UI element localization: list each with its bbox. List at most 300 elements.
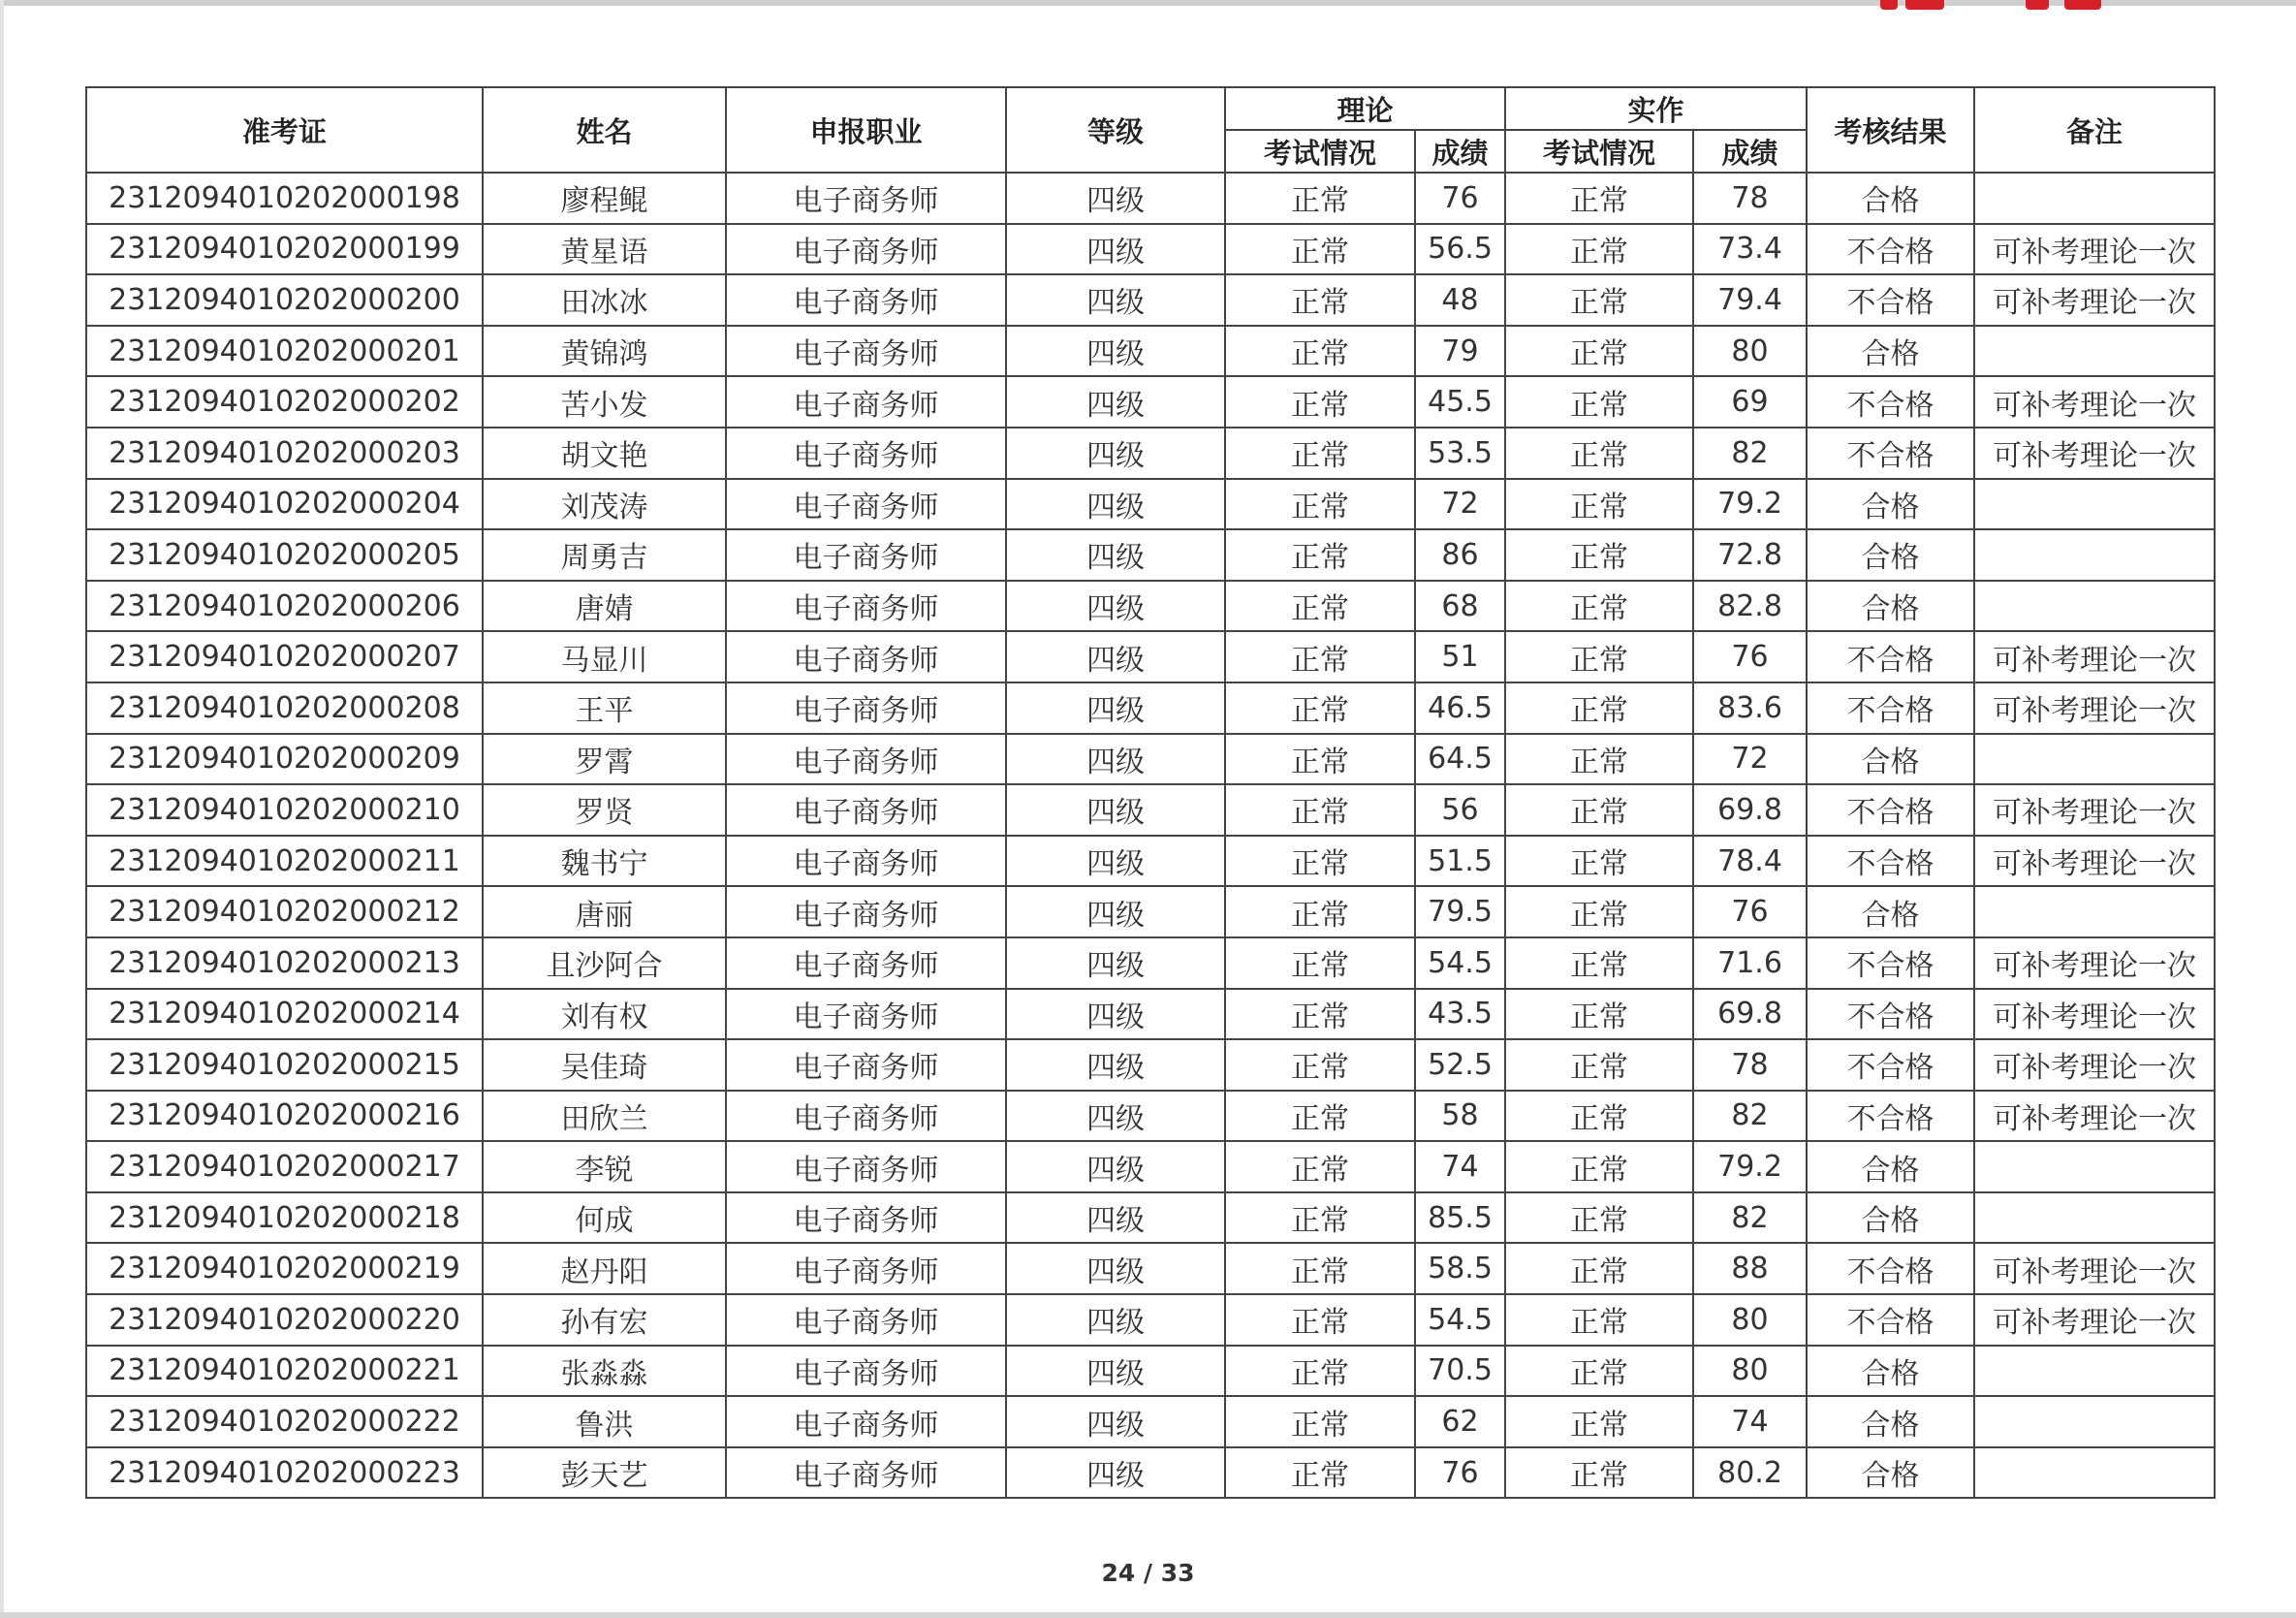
cell-occupation: 电子商务师	[726, 937, 1006, 989]
cell-practical-status: 正常	[1505, 1243, 1693, 1294]
header-exam-id: 准考证	[86, 87, 483, 173]
cell-theory-score: 52.5	[1415, 1039, 1505, 1091]
cell-exam-id: 2312094010202000203	[86, 428, 483, 479]
cell-practical-status: 正常	[1505, 1396, 1693, 1447]
cell-remark: 可补考理论一次	[1974, 274, 2215, 326]
cell-practical-score: 79.2	[1693, 479, 1807, 530]
cell-remark: 可补考理论一次	[1974, 428, 2215, 479]
cell-practical-score: 76	[1693, 886, 1807, 937]
table-row	[86, 886, 2215, 937]
cell-occupation: 电子商务师	[726, 428, 1006, 479]
cell-result: 不合格	[1807, 428, 1974, 479]
cell-occupation: 电子商务师	[726, 886, 1006, 937]
cell-theory-status: 正常	[1225, 1346, 1415, 1397]
cell-occupation: 电子商务师	[726, 631, 1006, 682]
cell-practical-status: 正常	[1505, 1091, 1693, 1142]
cell-exam-id: 2312094010202000201	[86, 326, 483, 377]
cell-result: 合格	[1807, 1346, 1974, 1397]
cell-result: 合格	[1807, 1192, 1974, 1244]
cell-theory-status: 正常	[1225, 682, 1415, 734]
cell-theory-score: 51	[1415, 631, 1505, 682]
cell-practical-score: 83.6	[1693, 682, 1807, 734]
cell-practical-score: 88	[1693, 1243, 1807, 1294]
cell-remark	[1974, 1192, 2215, 1244]
cell-practical-score: 73.4	[1693, 224, 1807, 275]
cell-practical-score: 82	[1693, 1192, 1807, 1244]
cell-level: 四级	[1006, 479, 1225, 530]
cell-remark: 可补考理论一次	[1974, 989, 2215, 1040]
header-practical-score: 成绩	[1693, 130, 1807, 173]
cell-theory-score: 76	[1415, 1447, 1505, 1499]
cell-practical-score: 72	[1693, 734, 1807, 785]
cell-exam-id: 2312094010202000220	[86, 1294, 483, 1346]
cell-theory-score: 76	[1415, 173, 1505, 224]
cell-occupation: 电子商务师	[726, 1091, 1006, 1142]
cell-practical-status: 正常	[1505, 529, 1693, 581]
cell-theory-score: 72	[1415, 479, 1505, 530]
table-row	[86, 173, 2215, 224]
cell-result: 合格	[1807, 1141, 1974, 1192]
cell-name: 周勇吉	[483, 529, 726, 581]
cell-remark: 可补考理论一次	[1974, 937, 2215, 989]
cell-practical-score: 78	[1693, 1039, 1807, 1091]
cell-name: 苦小发	[483, 376, 726, 428]
cell-exam-id: 2312094010202000215	[86, 1039, 483, 1091]
table-row	[86, 989, 2215, 1040]
cell-practical-status: 正常	[1505, 937, 1693, 989]
cell-name: 张淼淼	[483, 1346, 726, 1397]
cell-practical-status: 正常	[1505, 1346, 1693, 1397]
cell-practical-status: 正常	[1505, 682, 1693, 734]
cell-occupation: 电子商务师	[726, 734, 1006, 785]
cell-remark	[1974, 1447, 2215, 1499]
cell-remark: 可补考理论一次	[1974, 1294, 2215, 1346]
table-row	[86, 479, 2215, 530]
cell-practical-status: 正常	[1505, 1192, 1693, 1244]
table-row	[86, 581, 2215, 632]
cell-theory-status: 正常	[1225, 326, 1415, 377]
cell-practical-status: 正常	[1505, 836, 1693, 887]
table-row	[86, 274, 2215, 326]
cell-result: 不合格	[1807, 1243, 1974, 1294]
cell-exam-id: 2312094010202000198	[86, 173, 483, 224]
cell-theory-status: 正常	[1225, 274, 1415, 326]
cell-theory-status: 正常	[1225, 989, 1415, 1040]
cell-theory-score: 70.5	[1415, 1346, 1505, 1397]
cell-remark	[1974, 479, 2215, 530]
table-row	[86, 1039, 2215, 1091]
table-row	[86, 1294, 2215, 1346]
cell-theory-score: 46.5	[1415, 682, 1505, 734]
cell-occupation: 电子商务师	[726, 989, 1006, 1040]
cell-name: 刘有权	[483, 989, 726, 1040]
cell-practical-status: 正常	[1505, 224, 1693, 275]
cell-result: 合格	[1807, 173, 1974, 224]
cell-practical-status: 正常	[1505, 989, 1693, 1040]
cell-name: 黄锦鸿	[483, 326, 726, 377]
cell-theory-score: 64.5	[1415, 734, 1505, 785]
cell-practical-score: 69.8	[1693, 989, 1807, 1040]
cell-theory-score: 62	[1415, 1396, 1505, 1447]
cell-occupation: 电子商务师	[726, 326, 1006, 377]
cell-remark	[1974, 1396, 2215, 1447]
cell-occupation: 电子商务师	[726, 784, 1006, 836]
cell-occupation: 电子商务师	[726, 529, 1006, 581]
cell-theory-score: 48	[1415, 274, 1505, 326]
cell-result: 合格	[1807, 1447, 1974, 1499]
cell-theory-status: 正常	[1225, 886, 1415, 937]
cell-level: 四级	[1006, 989, 1225, 1040]
cell-theory-status: 正常	[1225, 479, 1415, 530]
cell-practical-score: 82	[1693, 1091, 1807, 1142]
cell-level: 四级	[1006, 529, 1225, 581]
exam-results-table	[85, 86, 2216, 1499]
cell-exam-id: 2312094010202000218	[86, 1192, 483, 1244]
cell-theory-score: 68	[1415, 581, 1505, 632]
cell-name: 田冰冰	[483, 274, 726, 326]
cell-level: 四级	[1006, 1243, 1225, 1294]
cell-occupation: 电子商务师	[726, 836, 1006, 887]
cell-practical-score: 71.6	[1693, 937, 1807, 989]
cell-result: 合格	[1807, 1396, 1974, 1447]
header-remark: 备注	[1974, 87, 2215, 173]
table-row	[86, 784, 2215, 836]
cell-practical-score: 79.4	[1693, 274, 1807, 326]
page-number: 24 / 33	[1101, 1559, 1195, 1587]
table-row	[86, 1346, 2215, 1397]
cell-result: 不合格	[1807, 836, 1974, 887]
cell-theory-status: 正常	[1225, 173, 1415, 224]
cell-result: 不合格	[1807, 784, 1974, 836]
cell-theory-status: 正常	[1225, 376, 1415, 428]
cell-theory-score: 51.5	[1415, 836, 1505, 887]
cell-occupation: 电子商务师	[726, 1447, 1006, 1499]
cell-level: 四级	[1006, 1091, 1225, 1142]
table-row	[86, 631, 2215, 682]
cell-practical-status: 正常	[1505, 326, 1693, 377]
cell-occupation: 电子商务师	[726, 682, 1006, 734]
cell-occupation: 电子商务师	[726, 1294, 1006, 1346]
cell-exam-id: 2312094010202000216	[86, 1091, 483, 1142]
cell-theory-status: 正常	[1225, 1141, 1415, 1192]
cell-exam-id: 2312094010202000219	[86, 1243, 483, 1294]
table-row	[86, 326, 2215, 377]
table-body	[86, 173, 2215, 1498]
table-row	[86, 836, 2215, 887]
cell-remark	[1974, 326, 2215, 377]
cell-practical-status: 正常	[1505, 1294, 1693, 1346]
cell-remark	[1974, 1346, 2215, 1397]
table-row	[86, 529, 2215, 581]
cell-theory-score: 85.5	[1415, 1192, 1505, 1244]
cell-practical-score: 80	[1693, 1294, 1807, 1346]
cell-name: 马显川	[483, 631, 726, 682]
cell-result: 不合格	[1807, 224, 1974, 275]
cell-exam-id: 2312094010202000206	[86, 581, 483, 632]
cell-result: 不合格	[1807, 937, 1974, 989]
cell-exam-id: 2312094010202000221	[86, 1346, 483, 1397]
cell-theory-score: 54.5	[1415, 1294, 1505, 1346]
cell-result: 不合格	[1807, 682, 1974, 734]
cell-level: 四级	[1006, 274, 1225, 326]
cell-practical-status: 正常	[1505, 784, 1693, 836]
header-theory: 理论	[1225, 87, 1505, 130]
cell-name: 魏书宁	[483, 836, 726, 887]
cell-remark: 可补考理论一次	[1974, 1091, 2215, 1142]
cell-practical-status: 正常	[1505, 376, 1693, 428]
cell-remark: 可补考理论一次	[1974, 836, 2215, 887]
cell-theory-score: 56	[1415, 784, 1505, 836]
cell-practical-status: 正常	[1505, 631, 1693, 682]
cell-practical-status: 正常	[1505, 173, 1693, 224]
cell-occupation: 电子商务师	[726, 1141, 1006, 1192]
cell-result: 不合格	[1807, 631, 1974, 682]
cell-occupation: 电子商务师	[726, 224, 1006, 275]
cell-exam-id: 2312094010202000204	[86, 479, 483, 530]
cell-name: 胡文艳	[483, 428, 726, 479]
cell-practical-status: 正常	[1505, 581, 1693, 632]
cell-occupation: 电子商务师	[726, 1243, 1006, 1294]
cell-practical-status: 正常	[1505, 734, 1693, 785]
cell-name: 且沙阿合	[483, 937, 726, 989]
cell-remark: 可补考理论一次	[1974, 376, 2215, 428]
cell-practical-score: 69	[1693, 376, 1807, 428]
cell-exam-id: 2312094010202000210	[86, 784, 483, 836]
cell-theory-score: 54.5	[1415, 937, 1505, 989]
cell-exam-id: 2312094010202000222	[86, 1396, 483, 1447]
cell-level: 四级	[1006, 937, 1225, 989]
cell-exam-id: 2312094010202000205	[86, 529, 483, 581]
cell-practical-score: 69.8	[1693, 784, 1807, 836]
cell-practical-score: 72.8	[1693, 529, 1807, 581]
header-result: 考核结果	[1807, 87, 1974, 173]
cell-result: 合格	[1807, 734, 1974, 785]
cell-name: 罗霄	[483, 734, 726, 785]
cell-result: 合格	[1807, 326, 1974, 377]
cell-practical-status: 正常	[1505, 1141, 1693, 1192]
cell-result: 不合格	[1807, 1039, 1974, 1091]
cell-practical-score: 80	[1693, 326, 1807, 377]
cell-name: 鲁洪	[483, 1396, 726, 1447]
header-row-1	[86, 87, 2215, 130]
table-row	[86, 682, 2215, 734]
cell-level: 四级	[1006, 1294, 1225, 1346]
cell-result: 不合格	[1807, 989, 1974, 1040]
cell-theory-score: 56.5	[1415, 224, 1505, 275]
cell-remark	[1974, 886, 2215, 937]
cell-exam-id: 2312094010202000217	[86, 1141, 483, 1192]
cell-name: 彭天艺	[483, 1447, 726, 1499]
cell-result: 不合格	[1807, 1091, 1974, 1142]
cell-theory-status: 正常	[1225, 224, 1415, 275]
cell-theory-score: 79	[1415, 326, 1505, 377]
cell-level: 四级	[1006, 224, 1225, 275]
cell-name: 罗贤	[483, 784, 726, 836]
cell-name: 王平	[483, 682, 726, 734]
cell-name: 刘茂涛	[483, 479, 726, 530]
cell-exam-id: 2312094010202000207	[86, 631, 483, 682]
cell-remark: 可补考理论一次	[1974, 631, 2215, 682]
header-theory-score: 成绩	[1415, 130, 1505, 173]
cell-level: 四级	[1006, 734, 1225, 785]
cell-practical-score: 80	[1693, 1346, 1807, 1397]
header-level: 等级	[1006, 87, 1225, 173]
cell-level: 四级	[1006, 581, 1225, 632]
cell-name: 李锐	[483, 1141, 726, 1192]
cell-practical-score: 78	[1693, 173, 1807, 224]
cell-practical-score: 74	[1693, 1396, 1807, 1447]
cell-name: 吴佳琦	[483, 1039, 726, 1091]
cell-theory-score: 53.5	[1415, 428, 1505, 479]
cell-name: 何成	[483, 1192, 726, 1244]
cell-level: 四级	[1006, 682, 1225, 734]
cell-result: 合格	[1807, 479, 1974, 530]
cell-level: 四级	[1006, 886, 1225, 937]
cell-theory-status: 正常	[1225, 734, 1415, 785]
cell-exam-id: 2312094010202000199	[86, 224, 483, 275]
cell-occupation: 电子商务师	[726, 1396, 1006, 1447]
table-row	[86, 734, 2215, 785]
cell-theory-status: 正常	[1225, 631, 1415, 682]
cell-theory-status: 正常	[1225, 1039, 1415, 1091]
cell-practical-score: 79.2	[1693, 1141, 1807, 1192]
cell-result: 不合格	[1807, 274, 1974, 326]
table-row	[86, 1192, 2215, 1244]
table-row	[86, 1141, 2215, 1192]
cell-practical-status: 正常	[1505, 479, 1693, 530]
cell-result: 合格	[1807, 886, 1974, 937]
cell-remark: 可补考理论一次	[1974, 1039, 2215, 1091]
cell-name: 廖程鲲	[483, 173, 726, 224]
table-row	[86, 376, 2215, 428]
cell-theory-status: 正常	[1225, 428, 1415, 479]
cell-remark	[1974, 734, 2215, 785]
cell-remark	[1974, 581, 2215, 632]
cell-level: 四级	[1006, 1396, 1225, 1447]
cell-exam-id: 2312094010202000200	[86, 274, 483, 326]
cell-practical-score: 76	[1693, 631, 1807, 682]
cell-practical-score: 82.8	[1693, 581, 1807, 632]
cell-theory-score: 86	[1415, 529, 1505, 581]
cell-exam-id: 2312094010202000209	[86, 734, 483, 785]
cell-theory-status: 正常	[1225, 581, 1415, 632]
cell-name: 孙有宏	[483, 1294, 726, 1346]
cell-theory-score: 58.5	[1415, 1243, 1505, 1294]
cell-result: 合格	[1807, 581, 1974, 632]
cell-exam-id: 2312094010202000202	[86, 376, 483, 428]
cell-theory-status: 正常	[1225, 1396, 1415, 1447]
cell-exam-id: 2312094010202000213	[86, 937, 483, 989]
cell-level: 四级	[1006, 1039, 1225, 1091]
cell-theory-status: 正常	[1225, 1192, 1415, 1244]
cell-level: 四级	[1006, 376, 1225, 428]
header-practical: 实作	[1505, 87, 1807, 130]
table-row	[86, 1396, 2215, 1447]
cell-theory-score: 74	[1415, 1141, 1505, 1192]
cell-name: 赵丹阳	[483, 1243, 726, 1294]
cell-result: 不合格	[1807, 1294, 1974, 1346]
cell-practical-status: 正常	[1505, 1447, 1693, 1499]
cell-remark	[1974, 529, 2215, 581]
cell-theory-score: 45.5	[1415, 376, 1505, 428]
cell-practical-status: 正常	[1505, 274, 1693, 326]
cell-level: 四级	[1006, 1192, 1225, 1244]
cell-level: 四级	[1006, 428, 1225, 479]
cell-theory-status: 正常	[1225, 836, 1415, 887]
cell-occupation: 电子商务师	[726, 479, 1006, 530]
cell-level: 四级	[1006, 631, 1225, 682]
cell-name: 黄星语	[483, 224, 726, 275]
cell-name: 唐婧	[483, 581, 726, 632]
cell-practical-score: 82	[1693, 428, 1807, 479]
cell-name: 唐丽	[483, 886, 726, 937]
cell-theory-score: 79.5	[1415, 886, 1505, 937]
cell-practical-score: 80.2	[1693, 1447, 1807, 1499]
cell-occupation: 电子商务师	[726, 581, 1006, 632]
cell-level: 四级	[1006, 173, 1225, 224]
cell-practical-score: 78.4	[1693, 836, 1807, 887]
cell-exam-id: 2312094010202000208	[86, 682, 483, 734]
cell-level: 四级	[1006, 784, 1225, 836]
cell-practical-status: 正常	[1505, 428, 1693, 479]
cell-theory-status: 正常	[1225, 1091, 1415, 1142]
scan-bottom-edge	[0, 1612, 2296, 1618]
cell-remark	[1974, 173, 2215, 224]
table-row	[86, 1091, 2215, 1142]
cell-theory-status: 正常	[1225, 1294, 1415, 1346]
cell-theory-status: 正常	[1225, 529, 1415, 581]
cell-exam-id: 2312094010202000211	[86, 836, 483, 887]
cell-exam-id: 2312094010202000212	[86, 886, 483, 937]
header-occupation: 申报职业	[726, 87, 1006, 173]
table-row	[86, 224, 2215, 275]
cell-theory-score: 43.5	[1415, 989, 1505, 1040]
cell-level: 四级	[1006, 836, 1225, 887]
scan-left-edge	[0, 0, 4, 1618]
cell-remark: 可补考理论一次	[1974, 784, 2215, 836]
cell-remark: 可补考理论一次	[1974, 682, 2215, 734]
cell-theory-status: 正常	[1225, 1447, 1415, 1499]
cell-level: 四级	[1006, 1346, 1225, 1397]
cell-result: 不合格	[1807, 376, 1974, 428]
cell-occupation: 电子商务师	[726, 376, 1006, 428]
cell-theory-status: 正常	[1225, 784, 1415, 836]
cell-occupation: 电子商务师	[726, 173, 1006, 224]
cell-name: 田欣兰	[483, 1091, 726, 1142]
cell-practical-status: 正常	[1505, 1039, 1693, 1091]
cell-occupation: 电子商务师	[726, 274, 1006, 326]
table-row	[86, 1243, 2215, 1294]
header-name: 姓名	[483, 87, 726, 173]
cell-exam-id: 2312094010202000214	[86, 989, 483, 1040]
table-row	[86, 428, 2215, 479]
header-theory-status: 考试情况	[1225, 130, 1415, 173]
cell-level: 四级	[1006, 326, 1225, 377]
table-row	[86, 1447, 2215, 1499]
cell-occupation: 电子商务师	[726, 1346, 1006, 1397]
cell-practical-status: 正常	[1505, 886, 1693, 937]
cell-theory-status: 正常	[1225, 1243, 1415, 1294]
cell-occupation: 电子商务师	[726, 1192, 1006, 1244]
cell-occupation: 电子商务师	[726, 1039, 1006, 1091]
cell-level: 四级	[1006, 1447, 1225, 1499]
cell-remark	[1974, 1141, 2215, 1192]
header-practical-status: 考试情况	[1505, 130, 1693, 173]
cell-exam-id: 2312094010202000223	[86, 1447, 483, 1499]
cell-result: 合格	[1807, 529, 1974, 581]
cell-level: 四级	[1006, 1141, 1225, 1192]
table-row	[86, 937, 2215, 989]
